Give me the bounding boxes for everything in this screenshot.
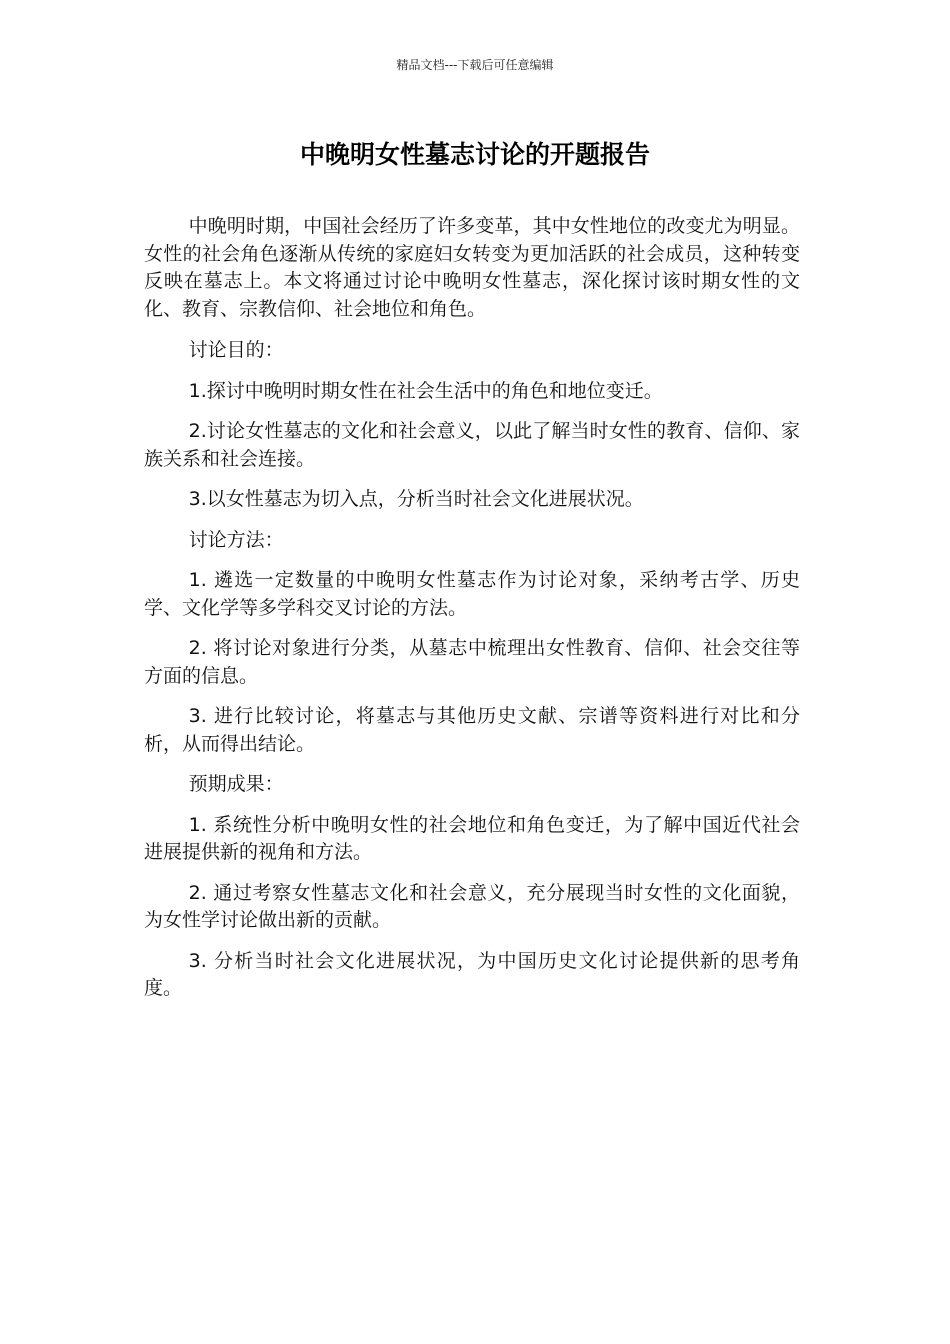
result-item-1: 1. 系统性分析中晚明女性的社会地位和角色变迁，为了解中国近代社会进展提供新的视角和方法。 (144, 813, 800, 863)
purpose-heading: 讨论目的： (188, 339, 284, 361)
intro-paragraph: 中晚明时期，中国社会经历了许多变革，其中女性地位的改变尤为明显。女性的社会角色逐渐从传统的家庭妇女转变为更加活跃的社会成员，这种转变反映在墓志上。本文将通过讨论中晚明女性墓志，深化探讨该时期女性的文化、教育、宗教信仰、社会地位和角色。 (144, 215, 800, 320)
method-item-2: 2. 将讨论对象进行分类，从墓志中梳理出女性教育、信仰、社会交往等方面的信息。 (144, 637, 800, 687)
method-item-3: 3. 进行比较讨论，将墓志与其他历史文献、宗谱等资料进行对比和分析，从而得出结论。 (144, 705, 800, 755)
purpose-item-1: 1.探讨中晚明时期女性在社会生活中的角色和地位变迁。 (188, 379, 663, 402)
document-title: 中晚明女性墓志讨论的开题报告 (299, 140, 650, 169)
document-body (144, 213, 800, 1016)
purpose-item-3: 3.以女性墓志为切入点，分析当时社会文化进展状况。 (188, 488, 644, 510)
result-item-2: 2. 通过考察女性墓志文化和社会意义，充分展现当时女性的文化面貌，为女性学讨论做出新的贡献。 (144, 881, 800, 931)
page-header: 精品文档---下载后可任意编辑 (396, 58, 554, 72)
result-heading: 预期成果： (188, 773, 284, 795)
method-heading: 讨论方法： (188, 528, 284, 551)
result-item-3: 3. 分析当时社会文化进展状况，为中国历史文化讨论提供新的思考角度。 (144, 949, 800, 999)
method-item-1: 1. 遴选一定数量的中晚明女性墓志作为讨论对象，采纳考古学、历史学、文化学等多学科交叉讨论的方法。 (144, 569, 800, 619)
purpose-item-2: 2.讨论女性墓志的文化和社会意义，以此了解当时女性的教育、信仰、家族关系和社会连接。 (144, 420, 800, 470)
